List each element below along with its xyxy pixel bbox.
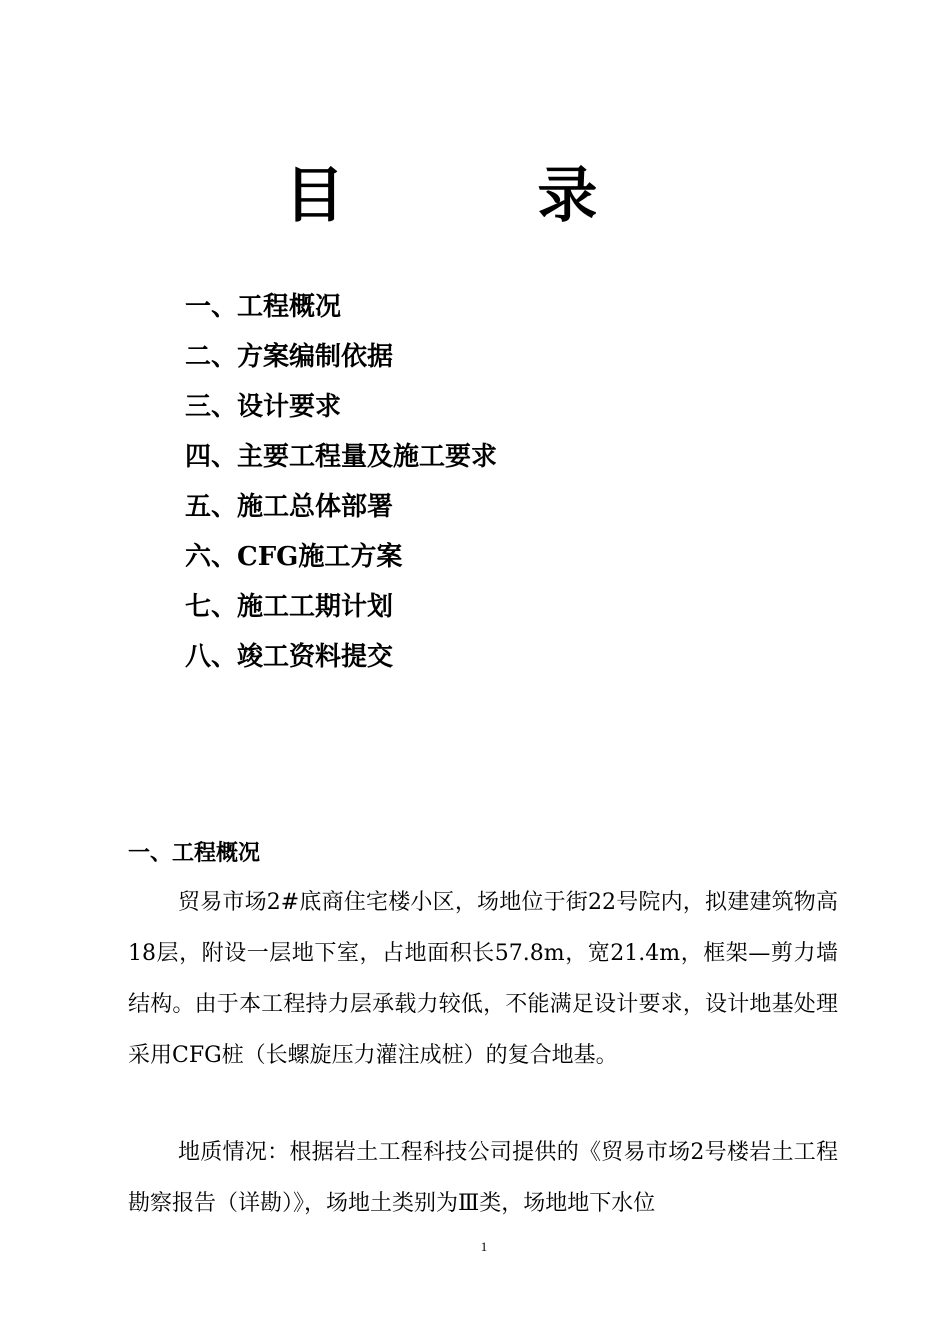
- body-paragraph: 贸易市场2#底商住宅楼小区，场地位于街22号院内，拟建建筑物高18层，附设一层地下室，占地面积长57.8m，宽21.4m，框架—剪力墙结构。由于本工程持力层承载力较低，不能满足设计要求，设计地基处理采用CFG桩（长螺旋压力灌注成桩）的复合地基。: [128, 890, 838, 1068]
- toc-item[interactable]: 五、施工总体部署: [185, 492, 394, 522]
- toc-item[interactable]: 六、CFG施工方案: [185, 542, 403, 572]
- toc-item[interactable]: 一、工程概况: [185, 292, 342, 322]
- toc-item[interactable]: 二、方案编制依据: [185, 342, 394, 372]
- toc-list: [185, 282, 497, 682]
- page-number: 1: [480, 1239, 488, 1254]
- toc-title: 目 录: [284, 161, 684, 231]
- body-paragraph: 地质情况：根据岩土工程科技公司提供的《贸易市场2号楼岩土工程勘察报告（详勘）》，场地土类别为Ⅲ类，场地地下水位: [128, 1140, 838, 1216]
- toc-item[interactable]: 八、竣工资料提交: [185, 642, 394, 672]
- section-heading: 一、工程概况: [128, 840, 261, 866]
- toc-item[interactable]: 七、施工工期计划: [185, 592, 394, 622]
- toc-item[interactable]: 四、主要工程量及施工要求: [185, 442, 498, 472]
- toc-item[interactable]: 三、设计要求: [185, 392, 342, 422]
